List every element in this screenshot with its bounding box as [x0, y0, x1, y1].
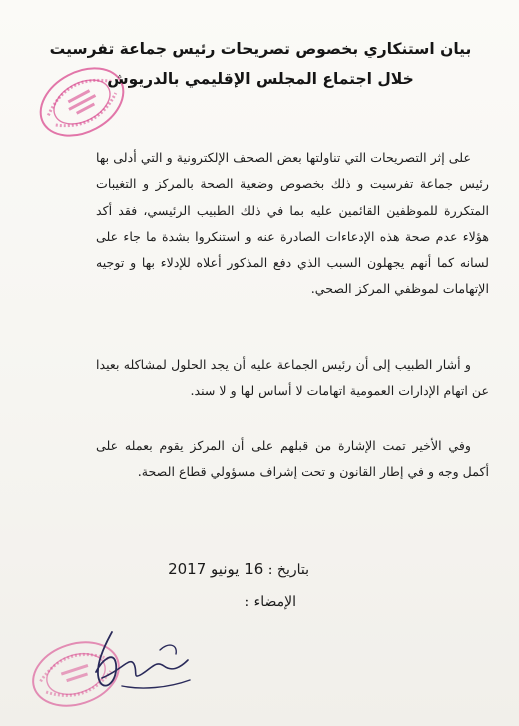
- paragraph-2-text: و أشار الطبيب إلى أن رئيس الجماعة عليه أن يجد الحلول لمشاكله بعيدا عن اتهام الإدارات العمومية اتهامات لا أساس لها و لا سند.: [96, 357, 489, 399]
- signature-label: الإمضاء :: [244, 594, 296, 610]
- paragraph-3-text: وفي الأخير تمت الإشارة من قبلهم على أن المركز يقوم بعمله على أكمل وجه و في إطار القانون و تحت إشراف مسؤولي قطاع الصحة.: [96, 438, 489, 480]
- paragraph-1-text: على إثر التصريحات التي تناولتها بعض الصحف الإلكترونية و التي أدلى بها رئيس جماعة تفرسيت و ذلك بخصوص وضعية الصحة بالمركز و التغيبات المتكررة للموظفين القائمين عليه بما في ذلك الطبيب الرئيسي، فقد أكد هؤلاء عدم صحة هذه الإدعاءات الصادرة عنه و استنكروا بشدة ما جاء على لسانه كما أنهم يجهلون السبب الذي دفع المذكور أعلاه للإدلاء بها و توجيه الإتهامات لموظفي المركز الصحي.: [96, 150, 489, 297]
- paragraph-1: [96, 145, 489, 303]
- title-line-2: خلال اجتماع المجلس الإقليمي بالدريوش: [107, 70, 414, 88]
- date-line: [168, 560, 309, 578]
- date-label: بتاريخ :: [267, 562, 309, 578]
- handwritten-signature: [72, 620, 202, 700]
- document-title: [20, 34, 501, 94]
- paragraph-3: [96, 433, 489, 486]
- date-value: 16 يونيو 2017: [168, 560, 264, 578]
- title-line-1: بيان استنكاري بخصوص تصريحات رئيس جماعة تفرسيت: [49, 40, 472, 58]
- paragraph-2: [96, 352, 489, 405]
